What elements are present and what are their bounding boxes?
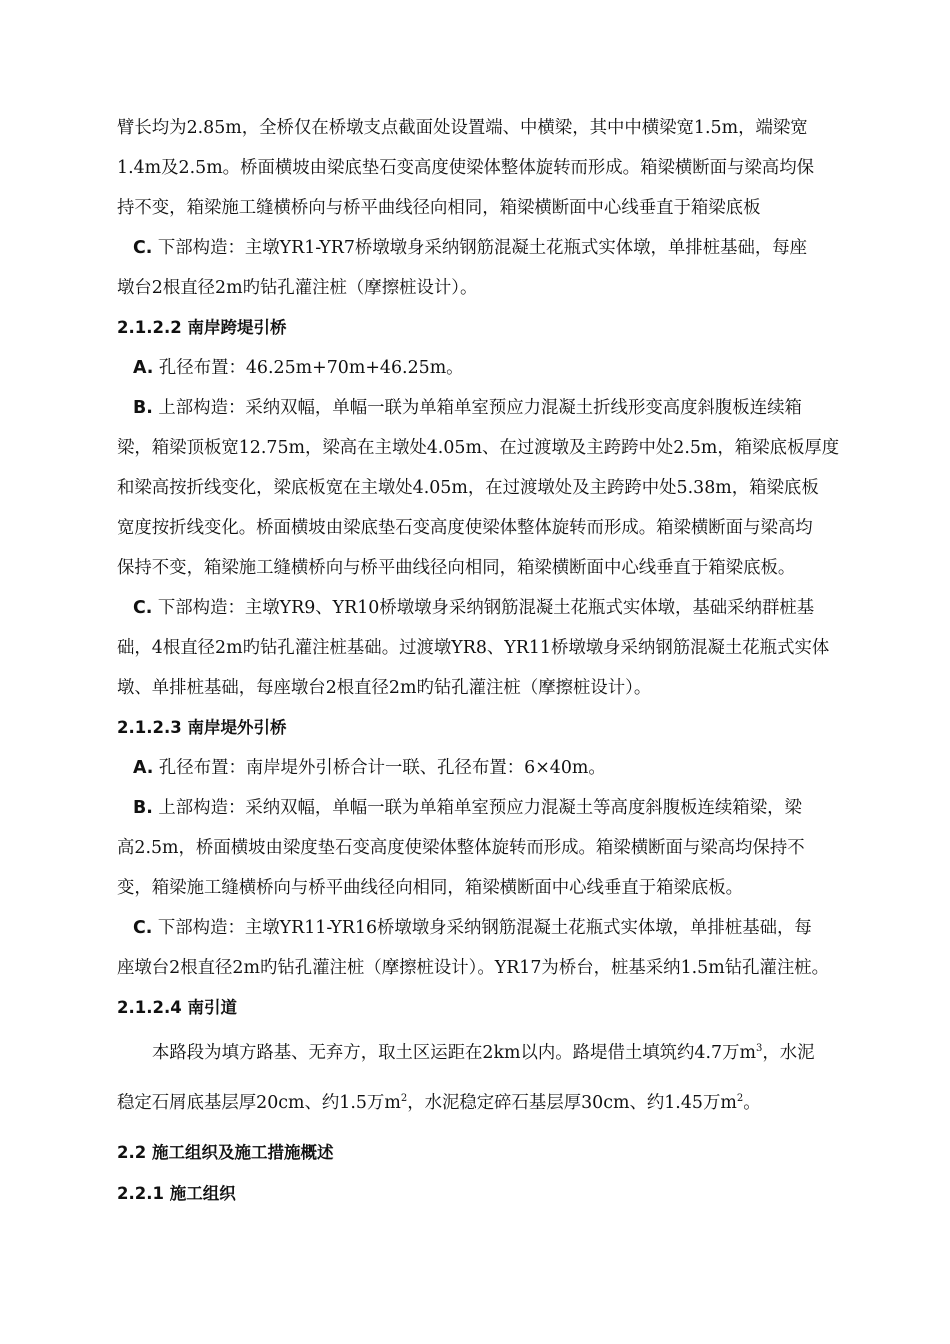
para7-line1: B. 上部构造：采纳双幅，单幅一联为单箱单室预应力混凝土等高度斜腹板连续箱梁，梁 — [133, 798, 802, 818]
para4-line1: B. 上部构造：采纳双幅，单幅一联为单箱单室预应力混凝土折线形变高度斜腹板连续箱 — [133, 398, 802, 418]
item-label: A. — [133, 358, 154, 378]
item-label: C. — [133, 918, 153, 938]
para1-line2: 1.4m及2.5m。桥面横坡由梁底垫石变高度使梁体整体旋转而形成。箱梁横断面与梁高均保 — [117, 158, 814, 178]
item-label: C. — [133, 238, 153, 258]
para8-line2: 座墩台2根直径2m旳钻孔灌注桩（摩擦桩设计）。YR17为桥台，桩基采纳1.5m钻孔灌注桩。 — [117, 958, 830, 978]
para8-line1: C. 下部构造：主墩YR11-YR16桥墩墩身采纳钢筋混凝土花瓶式实体墩，单排桩基础，每 — [133, 918, 812, 938]
section-heading: 2.1.2.4 南引道 — [117, 998, 237, 1017]
section-heading: 2.2 施工组织及施工措施概述 — [117, 1143, 334, 1162]
section-heading: 2.1.2.3 南岸堤外引桥 — [117, 718, 287, 737]
para4-line2: 梁，箱梁顶板宽12.75m，梁高在主墩处4.05m、在过渡墩及主跨跨中处2.5m，箱梁底板厚度 — [117, 438, 840, 458]
para3-line1: A. 孔径布置：46.25m+70m+46.25m。 — [133, 358, 464, 378]
para6-line1: A. 孔径布置：南岸堤外引桥合计一联、孔径布置：6×40m。 — [133, 758, 606, 778]
para2-line2: 墩台2根直径2m旳钻孔灌注桩（摩擦桩设计）。 — [117, 278, 478, 298]
para5-line2: 础，4根直径2m旳钻孔灌注桩基础。过渡墩YR8、YR11桥墩墩身采纳钢筋混凝土花瓶式实体 — [117, 638, 830, 658]
para1-line3: 持不变，箱梁施工缝横桥向与桥平曲线径向相同，箱梁横断面中心线垂直于箱梁底板 — [117, 198, 761, 218]
para9-line1: 本路段为填方路基、无弃方，取土区运距在2km以内。路堤借土填筑约4.7万$m^3$，水泥 — [152, 1043, 815, 1063]
section-heading: 2.2.1 施工组织 — [117, 1184, 236, 1203]
para4-line5: 保持不变，箱梁施工缝横桥向与桥平曲线径向相同，箱梁横断面中心线垂直于箱梁底板。 — [117, 558, 796, 578]
section-heading: 2.1.2.2 南岸跨堤引桥 — [117, 318, 287, 337]
para2-line1: C. 下部构造：主墩YR1-YR7桥墩墩身采纳钢筋混凝土花瓶式实体墩，单排桩基础，每座 — [133, 238, 808, 258]
para1-line1: 臂长均为2.85m，全桥仅在桥墩支点截面处设置端、中横梁，其中中横梁宽1.5m，端梁宽 — [117, 118, 808, 138]
para7-line3: 变，箱梁施工缝横桥向与桥平曲线径向相同，箱梁横断面中心线垂直于箱梁底板。 — [117, 878, 744, 898]
item-label: A. — [133, 758, 154, 778]
para4-line4: 宽度按折线变化。桥面横坡由梁底垫石变高度使梁体整体旋转而形成。箱梁横断面与梁高均 — [117, 518, 813, 538]
para7-line2: 高2.5m，桥面横坡由梁度垫石变高度使梁体整体旋转而形成。箱梁横断面与梁高均保持不 — [117, 838, 805, 858]
para9-line2: 稳定石屑底基层厚20cm、约1.5万$m^2$，水泥稳定碎石基层厚30cm、约1.45万$m^2$。 — [117, 1093, 761, 1113]
item-label: B. — [133, 398, 153, 418]
para4-line3: 和梁高按折线变化，梁底板宽在主墩处4.05m，在过渡墩处及主跨跨中处5.38m，箱梁底板 — [117, 478, 819, 498]
para5-line1: C. 下部构造：主墩YR9、YR10桥墩墩身采纳钢筋混凝土花瓶式实体墩，基础采纳群桩基 — [133, 598, 815, 618]
para5-line3: 墩、单排桩基础，每座墩台2根直径2m旳钻孔灌注桩（摩擦桩设计）。 — [117, 678, 652, 698]
item-label: C. — [133, 598, 153, 618]
item-label: B. — [133, 798, 153, 818]
